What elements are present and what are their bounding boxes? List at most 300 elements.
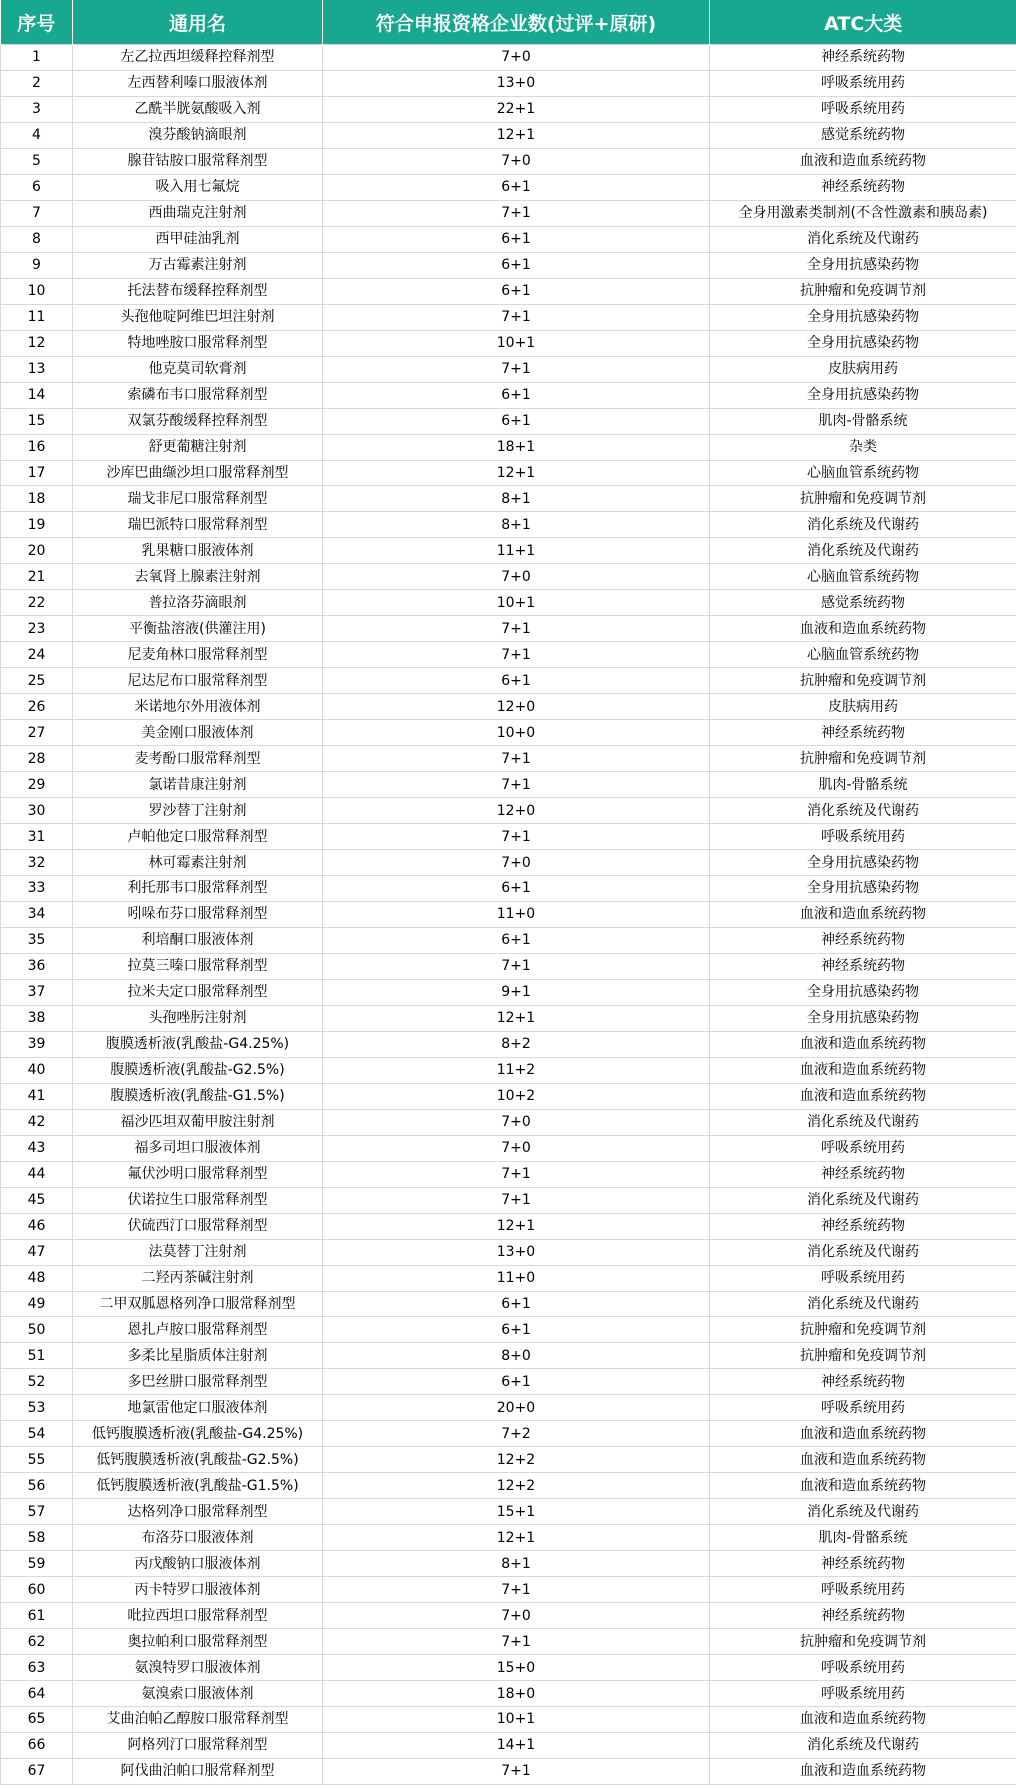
- cell-company-count: 15+0: [323, 1655, 710, 1681]
- header-index: 序号: [1, 0, 73, 45]
- cell-generic-name: 托法替布缓释控释剂型: [73, 278, 323, 304]
- cell-index: 6: [1, 174, 73, 200]
- table-row: [1, 538, 1016, 564]
- cell-index: 1: [1, 45, 73, 71]
- cell-company-count: 7+1: [323, 1187, 710, 1213]
- table-row: [1, 512, 1016, 538]
- table-header: [1, 0, 1016, 45]
- table-row: [1, 1161, 1016, 1187]
- table-row: [1, 1421, 1016, 1447]
- cell-generic-name: 艾曲泊帕乙醇胺口服常释剂型: [73, 1707, 323, 1733]
- cell-company-count: 7+1: [323, 1629, 710, 1655]
- cell-index: 20: [1, 538, 73, 564]
- cell-generic-name: 福沙匹坦双葡甲胺注射剂: [73, 1109, 323, 1135]
- cell-atc-category: 杂类: [710, 434, 1016, 460]
- cell-atc-category: 呼吸系统用药: [710, 1577, 1016, 1603]
- table-row: [1, 1758, 1016, 1784]
- table-row: [1, 252, 1016, 278]
- cell-atc-category: 全身用抗感染药物: [710, 979, 1016, 1005]
- cell-generic-name: 二羟丙茶碱注射剂: [73, 1265, 323, 1291]
- cell-company-count: 7+1: [323, 304, 710, 330]
- table-row: [1, 720, 1016, 746]
- cell-atc-category: 全身用抗感染药物: [710, 382, 1016, 408]
- table-row: [1, 1655, 1016, 1681]
- table-row: [1, 148, 1016, 174]
- cell-atc-category: 呼吸系统用药: [710, 1655, 1016, 1681]
- cell-index: 2: [1, 70, 73, 96]
- cell-index: 33: [1, 876, 73, 902]
- cell-index: 57: [1, 1499, 73, 1525]
- cell-index: 24: [1, 642, 73, 668]
- cell-index: 14: [1, 382, 73, 408]
- cell-generic-name: 丙戊酸钠口服液体剂: [73, 1551, 323, 1577]
- cell-company-count: 7+1: [323, 772, 710, 798]
- table-row: [1, 798, 1016, 824]
- cell-index: 44: [1, 1161, 73, 1187]
- table-row: [1, 122, 1016, 148]
- cell-atc-category: 血液和造血系统药物: [710, 1057, 1016, 1083]
- cell-generic-name: 多巴丝肼口服常释剂型: [73, 1369, 323, 1395]
- cell-atc-category: 抗肿瘤和免疫调节剂: [710, 1343, 1016, 1369]
- table-row: [1, 356, 1016, 382]
- cell-index: 59: [1, 1551, 73, 1577]
- table-row: [1, 408, 1016, 434]
- cell-company-count: 6+1: [323, 927, 710, 953]
- cell-generic-name: 腹膜透析液(乳酸盐-G4.25%): [73, 1031, 323, 1057]
- cell-atc-category: 消化系统及代谢药: [710, 226, 1016, 252]
- cell-generic-name: 西甲硅油乳剂: [73, 226, 323, 252]
- cell-generic-name: 双氯芬酸缓释控释剂型: [73, 408, 323, 434]
- cell-index: 10: [1, 278, 73, 304]
- cell-generic-name: 氯诺昔康注射剂: [73, 772, 323, 798]
- cell-generic-name: 低钙腹膜透析液(乳酸盐-G4.25%): [73, 1421, 323, 1447]
- cell-company-count: 6+1: [323, 278, 710, 304]
- cell-index: 52: [1, 1369, 73, 1395]
- cell-generic-name: 左西替利嗪口服液体剂: [73, 70, 323, 96]
- cell-generic-name: 瑞巴派特口服常释剂型: [73, 512, 323, 538]
- table-row: [1, 1629, 1016, 1655]
- cell-index: 56: [1, 1473, 73, 1499]
- cell-generic-name: 利托那韦口服常释剂型: [73, 876, 323, 902]
- cell-company-count: 7+0: [323, 1135, 710, 1161]
- cell-generic-name: 利培酮口服液体剂: [73, 927, 323, 953]
- cell-generic-name: 左乙拉西坦缓释控释剂型: [73, 45, 323, 71]
- cell-company-count: 7+1: [323, 1758, 710, 1784]
- table-row: [1, 1135, 1016, 1161]
- cell-company-count: 15+1: [323, 1499, 710, 1525]
- cell-atc-category: 全身用激素类制剂(不含性激素和胰岛素): [710, 200, 1016, 226]
- cell-company-count: 10+1: [323, 1707, 710, 1733]
- cell-index: 12: [1, 330, 73, 356]
- table-row: [1, 694, 1016, 720]
- cell-company-count: 7+0: [323, 1603, 710, 1629]
- cell-atc-category: 呼吸系统用药: [710, 70, 1016, 96]
- cell-company-count: 7+1: [323, 642, 710, 668]
- cell-generic-name: 他克莫司软膏剂: [73, 356, 323, 382]
- table-row: [1, 1239, 1016, 1265]
- cell-atc-category: 抗肿瘤和免疫调节剂: [710, 486, 1016, 512]
- cell-company-count: 12+1: [323, 460, 710, 486]
- cell-atc-category: 呼吸系统用药: [710, 1265, 1016, 1291]
- cell-index: 32: [1, 850, 73, 876]
- cell-index: 51: [1, 1343, 73, 1369]
- cell-index: 28: [1, 746, 73, 772]
- table-row: [1, 1005, 1016, 1031]
- cell-generic-name: 特地唑胺口服常释剂型: [73, 330, 323, 356]
- table-row: [1, 564, 1016, 590]
- cell-generic-name: 瑞戈非尼口服常释剂型: [73, 486, 323, 512]
- cell-generic-name: 奥拉帕利口服常释剂型: [73, 1629, 323, 1655]
- cell-index: 39: [1, 1031, 73, 1057]
- cell-generic-name: 腹膜透析液(乳酸盐-G2.5%): [73, 1057, 323, 1083]
- cell-company-count: 7+0: [323, 148, 710, 174]
- cell-atc-category: 血液和造血系统药物: [710, 1707, 1016, 1733]
- table-row: [1, 616, 1016, 642]
- cell-atc-category: 皮肤病用药: [710, 694, 1016, 720]
- table-row: [1, 1031, 1016, 1057]
- cell-company-count: 14+1: [323, 1732, 710, 1758]
- cell-atc-category: 消化系统及代谢药: [710, 798, 1016, 824]
- cell-index: 42: [1, 1109, 73, 1135]
- cell-generic-name: 拉米夫定口服常释剂型: [73, 979, 323, 1005]
- cell-company-count: 13+0: [323, 70, 710, 96]
- cell-index: 60: [1, 1577, 73, 1603]
- cell-atc-category: 肌肉-骨骼系统: [710, 1525, 1016, 1551]
- table-row: [1, 1083, 1016, 1109]
- cell-company-count: 6+1: [323, 408, 710, 434]
- table-row: [1, 70, 1016, 96]
- cell-generic-name: 二甲双胍恩格列净口服常释剂型: [73, 1291, 323, 1317]
- cell-company-count: 8+1: [323, 1551, 710, 1577]
- cell-index: 22: [1, 590, 73, 616]
- cell-index: 58: [1, 1525, 73, 1551]
- cell-atc-category: 消化系统及代谢药: [710, 1291, 1016, 1317]
- cell-atc-category: 消化系统及代谢药: [710, 1732, 1016, 1758]
- cell-generic-name: 丙卡特罗口服液体剂: [73, 1577, 323, 1603]
- cell-index: 8: [1, 226, 73, 252]
- cell-generic-name: 达格列净口服常释剂型: [73, 1499, 323, 1525]
- cell-atc-category: 抗肿瘤和免疫调节剂: [710, 1317, 1016, 1343]
- cell-company-count: 12+1: [323, 1525, 710, 1551]
- table-row: [1, 772, 1016, 798]
- table-row: [1, 174, 1016, 200]
- cell-company-count: 6+1: [323, 668, 710, 694]
- table-row: [1, 1395, 1016, 1421]
- cell-generic-name: 阿格列汀口服常释剂型: [73, 1732, 323, 1758]
- cell-atc-category: 皮肤病用药: [710, 356, 1016, 382]
- cell-atc-category: 血液和造血系统药物: [710, 1083, 1016, 1109]
- cell-index: 54: [1, 1421, 73, 1447]
- cell-company-count: 7+1: [323, 356, 710, 382]
- cell-company-count: 6+1: [323, 226, 710, 252]
- table-row: [1, 1499, 1016, 1525]
- cell-company-count: 8+1: [323, 512, 710, 538]
- cell-company-count: 7+1: [323, 1161, 710, 1187]
- cell-index: 29: [1, 772, 73, 798]
- cell-atc-category: 血液和造血系统药物: [710, 148, 1016, 174]
- cell-company-count: 7+1: [323, 616, 710, 642]
- cell-index: 34: [1, 901, 73, 927]
- cell-index: 63: [1, 1655, 73, 1681]
- table-row: [1, 850, 1016, 876]
- table-row: [1, 278, 1016, 304]
- table-row: [1, 330, 1016, 356]
- cell-company-count: 11+0: [323, 1265, 710, 1291]
- cell-generic-name: 法莫替丁注射剂: [73, 1239, 323, 1265]
- cell-company-count: 6+1: [323, 876, 710, 902]
- cell-atc-category: 神经系统药物: [710, 45, 1016, 71]
- cell-company-count: 6+1: [323, 1369, 710, 1395]
- cell-index: 30: [1, 798, 73, 824]
- table-row: [1, 668, 1016, 694]
- cell-generic-name: 卢帕他定口服常释剂型: [73, 824, 323, 850]
- cell-generic-name: 普拉洛芬滴眼剂: [73, 590, 323, 616]
- cell-atc-category: 神经系统药物: [710, 953, 1016, 979]
- cell-company-count: 7+0: [323, 564, 710, 590]
- cell-atc-category: 抗肿瘤和免疫调节剂: [710, 668, 1016, 694]
- cell-company-count: 8+1: [323, 486, 710, 512]
- cell-index: 26: [1, 694, 73, 720]
- header-row: [1, 0, 1016, 45]
- cell-generic-name: 吲哚布芬口服常释剂型: [73, 901, 323, 927]
- cell-generic-name: 阿伐曲泊帕口服常释剂型: [73, 1758, 323, 1784]
- cell-atc-category: 呼吸系统用药: [710, 824, 1016, 850]
- table-row: [1, 1681, 1016, 1707]
- cell-company-count: 8+0: [323, 1343, 710, 1369]
- cell-index: 31: [1, 824, 73, 850]
- cell-generic-name: 沙库巴曲缬沙坦口服常释剂型: [73, 460, 323, 486]
- cell-company-count: 7+1: [323, 200, 710, 226]
- table-row: [1, 642, 1016, 668]
- cell-company-count: 10+0: [323, 720, 710, 746]
- cell-generic-name: 索磷布韦口服常释剂型: [73, 382, 323, 408]
- cell-index: 3: [1, 96, 73, 122]
- cell-generic-name: 多柔比星脂质体注射剂: [73, 1343, 323, 1369]
- cell-generic-name: 乙酰半胱氨酸吸入剂: [73, 96, 323, 122]
- table-row: [1, 901, 1016, 927]
- cell-company-count: 12+0: [323, 798, 710, 824]
- cell-index: 37: [1, 979, 73, 1005]
- header-generic-name: 通用名: [73, 0, 323, 45]
- cell-atc-category: 神经系统药物: [710, 1369, 1016, 1395]
- cell-index: 25: [1, 668, 73, 694]
- cell-company-count: 7+0: [323, 850, 710, 876]
- table-row: [1, 1291, 1016, 1317]
- table-row: [1, 1187, 1016, 1213]
- cell-atc-category: 神经系统药物: [710, 927, 1016, 953]
- cell-company-count: 18+1: [323, 434, 710, 460]
- cell-generic-name: 溴芬酸钠滴眼剂: [73, 122, 323, 148]
- cell-company-count: 12+1: [323, 1005, 710, 1031]
- cell-atc-category: 神经系统药物: [710, 1213, 1016, 1239]
- cell-atc-category: 血液和造血系统药物: [710, 1447, 1016, 1473]
- table-row: [1, 1447, 1016, 1473]
- cell-atc-category: 呼吸系统用药: [710, 1681, 1016, 1707]
- table-row: [1, 1057, 1016, 1083]
- table-row: [1, 1525, 1016, 1551]
- table-row: [1, 1343, 1016, 1369]
- cell-generic-name: 吡拉西坦口服常释剂型: [73, 1603, 323, 1629]
- cell-company-count: 12+1: [323, 1213, 710, 1239]
- cell-index: 21: [1, 564, 73, 590]
- cell-atc-category: 消化系统及代谢药: [710, 512, 1016, 538]
- cell-index: 49: [1, 1291, 73, 1317]
- cell-index: 19: [1, 512, 73, 538]
- cell-index: 9: [1, 252, 73, 278]
- cell-atc-category: 肌肉-骨骼系统: [710, 408, 1016, 434]
- cell-index: 50: [1, 1317, 73, 1343]
- table-row: [1, 1473, 1016, 1499]
- cell-atc-category: 抗肿瘤和免疫调节剂: [710, 1629, 1016, 1655]
- cell-generic-name: 拉莫三嗪口服常释剂型: [73, 953, 323, 979]
- cell-generic-name: 低钙腹膜透析液(乳酸盐-G2.5%): [73, 1447, 323, 1473]
- cell-atc-category: 抗肿瘤和免疫调节剂: [710, 746, 1016, 772]
- table-row: [1, 979, 1016, 1005]
- cell-index: 16: [1, 434, 73, 460]
- table-row: [1, 304, 1016, 330]
- cell-index: 62: [1, 1629, 73, 1655]
- cell-index: 48: [1, 1265, 73, 1291]
- header-company-count: 符合申报资格企业数(过评+原研): [323, 0, 710, 45]
- cell-generic-name: 腺苷钴胺口服常释剂型: [73, 148, 323, 174]
- cell-index: 15: [1, 408, 73, 434]
- cell-index: 4: [1, 122, 73, 148]
- table-row: [1, 1707, 1016, 1733]
- cell-generic-name: 伏硫西汀口服常释剂型: [73, 1213, 323, 1239]
- cell-company-count: 10+2: [323, 1083, 710, 1109]
- cell-company-count: 7+0: [323, 45, 710, 71]
- cell-atc-category: 全身用抗感染药物: [710, 876, 1016, 902]
- table-row: [1, 1265, 1016, 1291]
- cell-index: 5: [1, 148, 73, 174]
- cell-atc-category: 消化系统及代谢药: [710, 1239, 1016, 1265]
- cell-company-count: 9+1: [323, 979, 710, 1005]
- cell-atc-category: 血液和造血系统药物: [710, 901, 1016, 927]
- cell-index: 38: [1, 1005, 73, 1031]
- cell-atc-category: 血液和造血系统药物: [710, 1031, 1016, 1057]
- cell-atc-category: 感觉系统药物: [710, 122, 1016, 148]
- cell-company-count: 12+2: [323, 1447, 710, 1473]
- cell-atc-category: 血液和造血系统药物: [710, 616, 1016, 642]
- cell-atc-category: 心脑血管系统药物: [710, 642, 1016, 668]
- cell-generic-name: 林可霉素注射剂: [73, 850, 323, 876]
- cell-generic-name: 头孢他啶阿维巴坦注射剂: [73, 304, 323, 330]
- cell-generic-name: 氨溴索口服液体剂: [73, 1681, 323, 1707]
- cell-company-count: 22+1: [323, 96, 710, 122]
- table-row: [1, 1603, 1016, 1629]
- cell-index: 43: [1, 1135, 73, 1161]
- cell-generic-name: 氟伏沙明口服常释剂型: [73, 1161, 323, 1187]
- cell-generic-name: 地氯雷他定口服液体剂: [73, 1395, 323, 1421]
- cell-index: 65: [1, 1707, 73, 1733]
- cell-company-count: 12+0: [323, 694, 710, 720]
- cell-atc-category: 心脑血管系统药物: [710, 460, 1016, 486]
- cell-atc-category: 神经系统药物: [710, 174, 1016, 200]
- cell-index: 47: [1, 1239, 73, 1265]
- table-row: [1, 382, 1016, 408]
- cell-atc-category: 消化系统及代谢药: [710, 1187, 1016, 1213]
- cell-index: 41: [1, 1083, 73, 1109]
- cell-company-count: 11+1: [323, 538, 710, 564]
- cell-company-count: 11+0: [323, 901, 710, 927]
- table-row: [1, 824, 1016, 850]
- cell-company-count: 7+0: [323, 1109, 710, 1135]
- table-row: [1, 1551, 1016, 1577]
- cell-company-count: 7+1: [323, 1577, 710, 1603]
- cell-index: 23: [1, 616, 73, 642]
- table-row: [1, 486, 1016, 512]
- cell-company-count: 6+1: [323, 382, 710, 408]
- table-row: [1, 1109, 1016, 1135]
- cell-atc-category: 血液和造血系统药物: [710, 1421, 1016, 1447]
- cell-generic-name: 低钙腹膜透析液(乳酸盐-G1.5%): [73, 1473, 323, 1499]
- cell-atc-category: 神经系统药物: [710, 1161, 1016, 1187]
- cell-company-count: 6+1: [323, 174, 710, 200]
- cell-index: 36: [1, 953, 73, 979]
- cell-company-count: 11+2: [323, 1057, 710, 1083]
- cell-company-count: 12+1: [323, 122, 710, 148]
- cell-generic-name: 去氧肾上腺素注射剂: [73, 564, 323, 590]
- table-row: [1, 1369, 1016, 1395]
- cell-company-count: 20+0: [323, 1395, 710, 1421]
- cell-generic-name: 米诺地尔外用液体剂: [73, 694, 323, 720]
- table-row: [1, 1213, 1016, 1239]
- cell-generic-name: 伏诺拉生口服常释剂型: [73, 1187, 323, 1213]
- cell-atc-category: 全身用抗感染药物: [710, 252, 1016, 278]
- cell-atc-category: 消化系统及代谢药: [710, 1499, 1016, 1525]
- table-row: [1, 953, 1016, 979]
- cell-company-count: 10+1: [323, 590, 710, 616]
- cell-index: 18: [1, 486, 73, 512]
- cell-atc-category: 抗肿瘤和免疫调节剂: [710, 278, 1016, 304]
- cell-company-count: 7+1: [323, 824, 710, 850]
- table-row: [1, 1577, 1016, 1603]
- cell-company-count: 6+1: [323, 1291, 710, 1317]
- cell-generic-name: 头孢唑肟注射剂: [73, 1005, 323, 1031]
- cell-atc-category: 神经系统药物: [710, 720, 1016, 746]
- cell-atc-category: 心脑血管系统药物: [710, 564, 1016, 590]
- table-row: [1, 96, 1016, 122]
- cell-generic-name: 吸入用七氟烷: [73, 174, 323, 200]
- cell-generic-name: 罗沙替丁注射剂: [73, 798, 323, 824]
- table-body: [1, 45, 1016, 1785]
- cell-company-count: 13+0: [323, 1239, 710, 1265]
- cell-generic-name: 尼麦角林口服常释剂型: [73, 642, 323, 668]
- cell-generic-name: 麦考酚口服常释剂型: [73, 746, 323, 772]
- cell-generic-name: 平衡盐溶液(供灌注用): [73, 616, 323, 642]
- table-row: [1, 460, 1016, 486]
- cell-generic-name: 氨溴特罗口服液体剂: [73, 1655, 323, 1681]
- cell-atc-category: 全身用抗感染药物: [710, 304, 1016, 330]
- cell-generic-name: 腹膜透析液(乳酸盐-G1.5%): [73, 1083, 323, 1109]
- cell-atc-category: 肌肉-骨骼系统: [710, 772, 1016, 798]
- cell-index: 61: [1, 1603, 73, 1629]
- cell-company-count: 18+0: [323, 1681, 710, 1707]
- cell-index: 46: [1, 1213, 73, 1239]
- cell-company-count: 6+1: [323, 1317, 710, 1343]
- cell-generic-name: 西曲瑞克注射剂: [73, 200, 323, 226]
- cell-company-count: 12+2: [323, 1473, 710, 1499]
- cell-atc-category: 神经系统药物: [710, 1551, 1016, 1577]
- cell-generic-name: 万古霉素注射剂: [73, 252, 323, 278]
- cell-index: 27: [1, 720, 73, 746]
- cell-atc-category: 全身用抗感染药物: [710, 1005, 1016, 1031]
- cell-atc-category: 消化系统及代谢药: [710, 1109, 1016, 1135]
- cell-index: 55: [1, 1447, 73, 1473]
- cell-atc-category: 消化系统及代谢药: [710, 538, 1016, 564]
- table-row: [1, 1732, 1016, 1758]
- cell-atc-category: 全身用抗感染药物: [710, 330, 1016, 356]
